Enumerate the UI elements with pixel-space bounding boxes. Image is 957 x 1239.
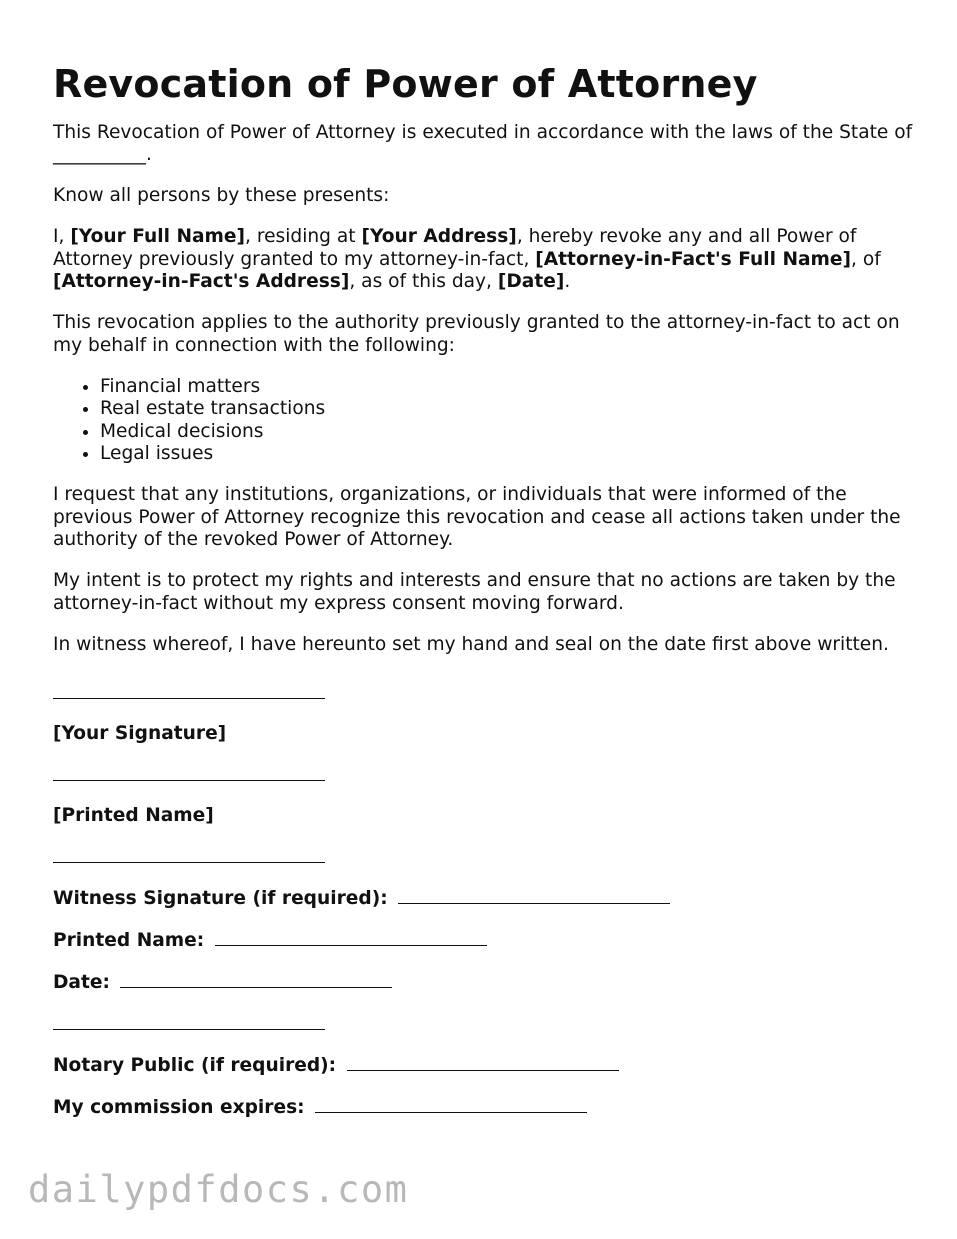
witness-signature-row: [53, 887, 913, 911]
notary-line[interactable]: [347, 1054, 619, 1071]
attorney-name-placeholder: [Attorney-in-Fact's Full Name]: [535, 248, 852, 270]
notary-top-line[interactable]: [53, 1013, 325, 1030]
witness-printed-name-line[interactable]: [215, 929, 487, 946]
declaration-paragraph: [53, 226, 913, 294]
commission-line[interactable]: [315, 1096, 587, 1113]
intro-paragraph: This Revocation of Power of Attorney is executed in accordance with the laws of the State of __________.: [53, 121, 913, 166]
printed-name-line[interactable]: [53, 764, 325, 781]
your-signature-label: [Your Signature]: [53, 723, 227, 745]
watermark: dailypdfdocs.com: [28, 1168, 409, 1211]
witness-printed-name-row: [53, 929, 913, 953]
signature-block: [53, 682, 913, 1120]
witness-clause: In witness whereof, I have hereunto set my hand and seal on the date first above written.: [53, 633, 889, 655]
list-item: • Legal issues: [100, 443, 913, 466]
your-signature-line-row: [53, 682, 913, 705]
intent-paragraph: My intent is to protect my rights and interests and ensure that no actions are taken by the attorney-in-fact without my express consent moving forward.: [53, 570, 896, 614]
declaration-text: , residing at: [245, 226, 362, 248]
scope-paragraph: This revocation applies to the authority previously granted to the attorney-in-fact to act on my behalf in connection with the following:: [53, 312, 900, 356]
notary-row: [53, 1054, 913, 1078]
date-placeholder: [Date]: [497, 271, 565, 293]
notary-top-line-row: [53, 1013, 913, 1036]
greeting-paragraph: Know all persons by these presents:: [53, 185, 390, 207]
list-item: • Real estate transactions: [100, 398, 913, 421]
printed-name-label: [Printed Name]: [53, 805, 214, 827]
document-title: Revocation of Power of Attorney: [53, 62, 758, 106]
declaration-text: .: [564, 271, 571, 293]
your-signature-line[interactable]: [53, 682, 325, 699]
declaration-text: I,: [53, 226, 71, 248]
printed-name-line-row: [53, 764, 913, 787]
date-line[interactable]: [120, 971, 392, 988]
document-page: [53, 62, 913, 1138]
notary-label: Notary Public (if required):: [53, 1055, 337, 1077]
witness-signature-label: Witness Signature (if required):: [53, 888, 388, 910]
declaration-text: , as of this day,: [349, 271, 498, 293]
date-row: [53, 971, 913, 995]
declaration-text: , of: [851, 248, 881, 270]
your-address-placeholder: [Your Address]: [361, 226, 517, 248]
commission-row: [53, 1096, 913, 1120]
witness-printed-name-label: Printed Name:: [53, 930, 205, 952]
attorney-address-placeholder: [Attorney-in-Fact's Address]: [53, 271, 350, 293]
date-label: Date:: [53, 972, 110, 994]
list-item: • Medical decisions: [100, 421, 913, 444]
your-name-placeholder: [Your Full Name]: [70, 226, 246, 248]
witness-top-line[interactable]: [53, 846, 325, 863]
matters-list: [53, 376, 913, 466]
list-item: • Financial matters: [100, 376, 913, 399]
witness-signature-line[interactable]: [398, 887, 670, 904]
declaration-text: , hereby revoke any and all Power of Attorney previously granted to my attorney-in-fact,: [53, 226, 857, 270]
witness-top-line-row: [53, 846, 913, 869]
request-paragraph: I request that any institutions, organizations, or individuals that were informed of the previous Power of Attorney recognize this revocation and cease all actions taken under the authority of the revoked Power of Attorney.: [53, 484, 901, 551]
commission-label: My commission expires:: [53, 1097, 305, 1119]
